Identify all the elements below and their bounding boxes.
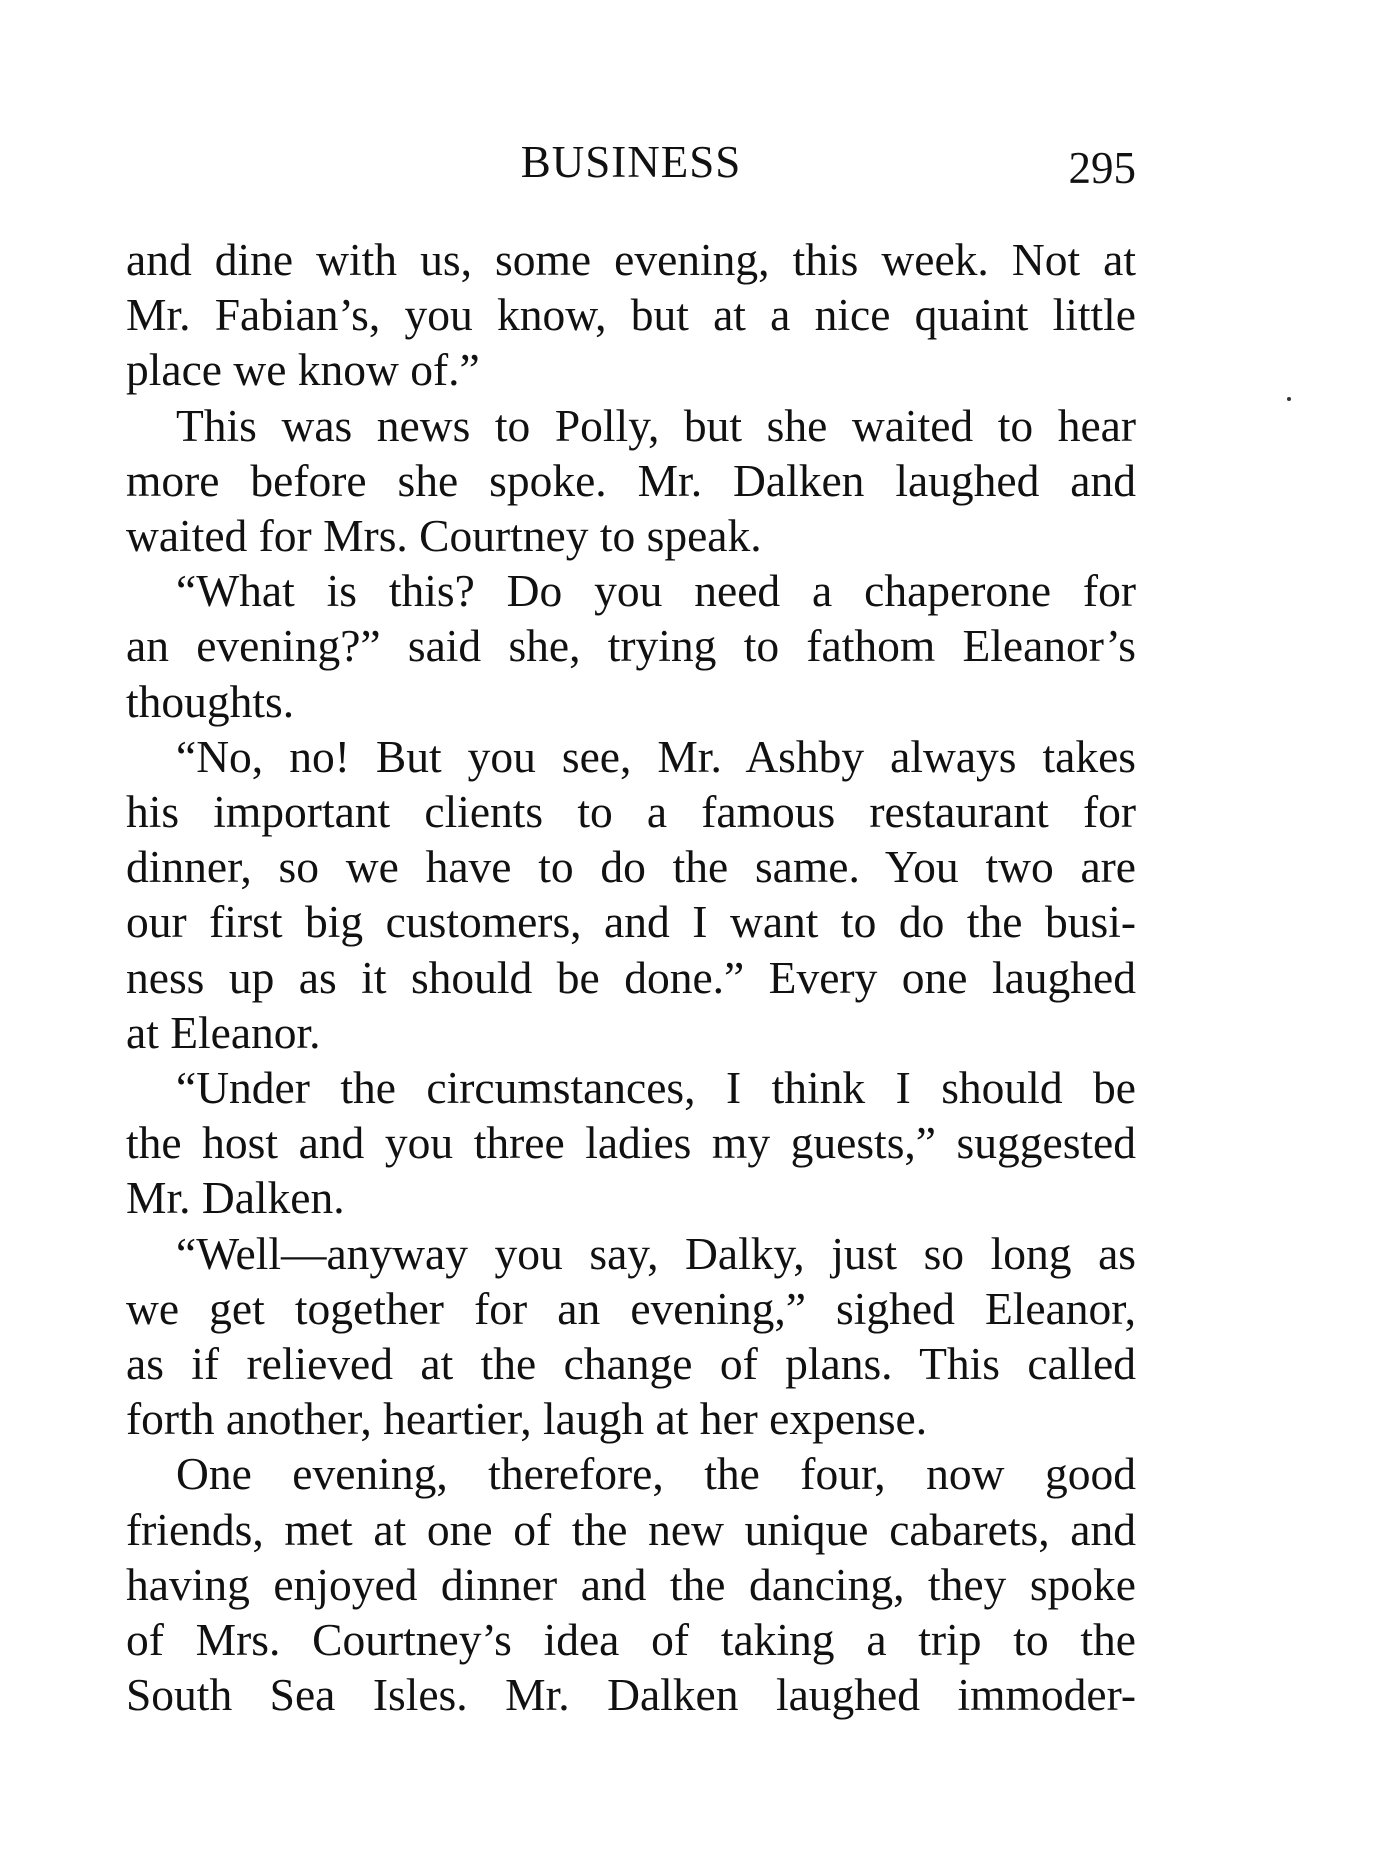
paragraph xyxy=(126,398,1136,564)
text-line: This was news to Polly, but she waited to hear xyxy=(176,399,1136,451)
scan-speck xyxy=(1287,397,1291,401)
paragraph xyxy=(126,563,1136,729)
paragraph xyxy=(126,232,1136,398)
text-line: “What is this? Do you need a chaperone for xyxy=(176,565,1136,617)
text-line: “No, no! But you see, Mr. Ashby always takes xyxy=(176,730,1136,782)
text-line: waited for Mrs. Courtney to speak. xyxy=(126,510,762,562)
text-line: at Eleanor. xyxy=(126,1006,321,1058)
running-head xyxy=(126,132,1136,192)
paragraph xyxy=(126,1446,1136,1722)
text-line: Mr. Fabian’s, you know, but at a nice quaint little xyxy=(126,289,1136,341)
text-line: ness up as it should be done.” Every one laughed xyxy=(126,951,1136,1003)
page-number: 295 xyxy=(1068,143,1136,193)
text-line: “Under the circumstances, I think I should be xyxy=(176,1062,1136,1114)
text-line: South Sea Isles. Mr. Dalken laughed immoder- xyxy=(126,1669,1136,1721)
paragraph xyxy=(126,1226,1136,1447)
text-line: and dine with us, some evening, this week. Not at xyxy=(126,234,1136,285)
text-line: we get together for an evening,” sighed Eleanor, xyxy=(126,1282,1136,1334)
text-line: having enjoyed dinner and the dancing, they spoke xyxy=(126,1558,1136,1610)
text-line: his important clients to a famous restaurant for xyxy=(126,786,1136,838)
running-title: BUSINESS xyxy=(520,137,742,187)
text-line: friends, met at one of the new unique cabarets, and xyxy=(126,1503,1136,1555)
body-text xyxy=(126,232,1136,1722)
text-line: Mr. Dalken. xyxy=(126,1172,345,1224)
text-line: place we know of.” xyxy=(126,344,480,396)
text-line: our first big customers, and I want to do the busi- xyxy=(126,896,1136,948)
text-line: thoughts. xyxy=(126,675,295,727)
text-line: “Well—anyway you say, Dalky, just so long as xyxy=(176,1227,1136,1279)
text-line: of Mrs. Courtney’s idea of taking a trip to the xyxy=(126,1614,1136,1666)
text-line: an evening?” said she, trying to fathom Eleanor’s xyxy=(126,620,1136,672)
text-line: more before she spoke. Mr. Dalken laughed and xyxy=(126,454,1136,506)
text-line: dinner, so we have to do the same. You two are xyxy=(126,841,1136,893)
paragraph xyxy=(126,1060,1136,1226)
text-line: forth another, heartier, laugh at her expense. xyxy=(126,1393,928,1445)
text-line: the host and you three ladies my guests,” suggested xyxy=(126,1117,1136,1169)
paragraph xyxy=(126,729,1136,1060)
text-line: One evening, therefore, the four, now good xyxy=(176,1448,1136,1500)
text-line: as if relieved at the change of plans. This called xyxy=(126,1338,1136,1390)
